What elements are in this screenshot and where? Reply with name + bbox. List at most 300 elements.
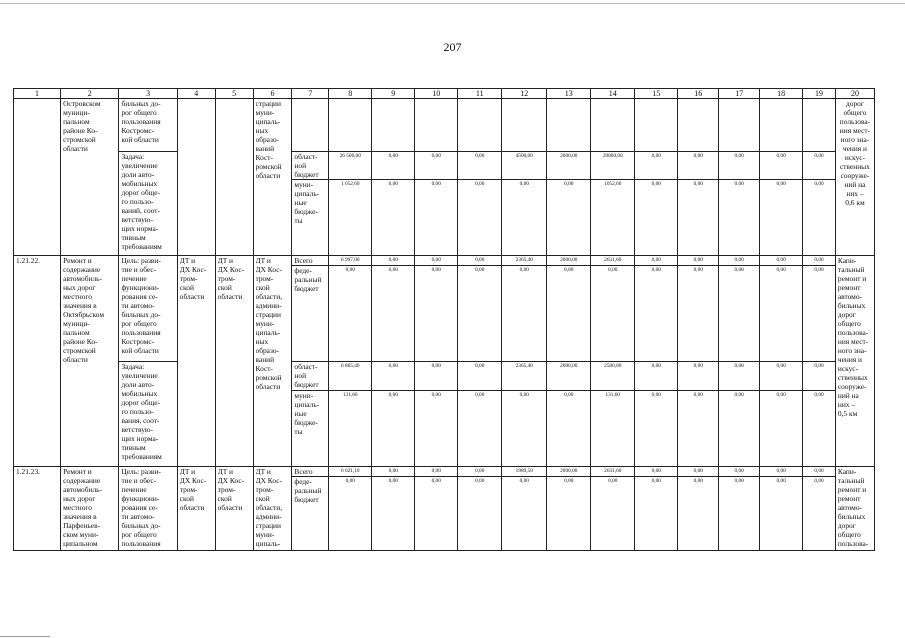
cell-text-line: бюджет	[294, 170, 319, 179]
cell-text-line: ваний	[255, 144, 275, 153]
object-name-cell	[61, 99, 119, 256]
value-cell: 2631,60	[591, 467, 635, 477]
cell-text-line: муници-	[63, 319, 90, 328]
cell-text-line: Октябрьском	[63, 310, 105, 319]
cell-text-line: районе Ко-	[63, 337, 98, 346]
value-cell: 0,00	[329, 477, 372, 551]
cell-text-line: 0,5 км	[837, 409, 858, 418]
value-cell: 0,00	[415, 477, 458, 551]
cell-text-line: чения и	[842, 144, 867, 153]
value-cell: 6 621,10	[329, 467, 372, 477]
cell-text-line: ципаль-	[294, 189, 320, 198]
cell-text-line: дорог	[837, 310, 856, 319]
col-header: 4	[177, 89, 215, 99]
cell-text-line: Всего	[294, 256, 313, 265]
cell-text-line: автомо-	[837, 503, 862, 512]
value-cell: 0,00	[719, 152, 760, 180]
cell-text-line: област-	[294, 152, 318, 161]
cell-text-line: бюджет	[294, 380, 319, 389]
value-cell: 0,00	[415, 266, 458, 362]
cell-text-line: области	[63, 144, 88, 153]
cell-text-line: ного зна-	[840, 135, 870, 144]
value-cell: 2500,00	[591, 362, 635, 391]
value-cell: 0,00	[678, 180, 719, 256]
cell-text-line: тальный	[837, 476, 865, 485]
source-cell	[292, 180, 329, 256]
cell-text-line: Кост-	[255, 364, 273, 373]
cell-text-line: феде-	[294, 266, 312, 275]
cell-text-line: Капи-	[837, 467, 857, 476]
cell-text-line: бильных	[837, 301, 866, 310]
col-header: 20	[835, 89, 874, 99]
source-cell	[292, 362, 329, 391]
value-cell: 0,00	[803, 256, 836, 266]
cell-text-line: доли авто-	[121, 380, 155, 389]
value-cell: 0,00	[678, 362, 719, 391]
cell-text-line: бюдже-	[294, 418, 318, 427]
cell-text-line: тивным	[121, 233, 146, 242]
cell-text-line: бюджет	[294, 495, 319, 504]
cell-text-line: ДТ и	[255, 256, 271, 265]
value-cell: 0,00	[719, 477, 760, 551]
cell-text-line: рог общего	[121, 319, 157, 328]
value-cell: 2000,00	[547, 362, 591, 391]
cell-text-line: ремонт	[837, 283, 861, 292]
col-header: 18	[760, 89, 803, 99]
cell-text-line: ской	[217, 283, 232, 292]
cell-text-line: значения в	[63, 301, 97, 310]
col-header: 6	[253, 89, 292, 99]
value-cell: 0,00	[591, 266, 635, 362]
cell-text-line: тие и обес-	[121, 265, 157, 274]
source-cell	[292, 152, 329, 180]
value-cell: 0,00	[458, 256, 502, 266]
value-cell: 0,00	[760, 477, 803, 551]
result-cell	[835, 256, 874, 467]
cell-text-line: ской	[255, 494, 270, 503]
table-row	[14, 362, 875, 391]
source-cell	[292, 266, 329, 362]
value-cell: 0,00	[760, 256, 803, 266]
value-cell: 0,00	[678, 256, 719, 266]
cell-text-line: Костромс-	[121, 126, 155, 135]
cell-text-line: Ремонт и	[63, 467, 92, 476]
value-cell: 0,00	[372, 152, 415, 180]
cell-text-line: област-	[294, 362, 318, 371]
value-cell: 0,00	[760, 180, 803, 256]
cell-text-line: ском муни-	[63, 530, 99, 539]
executor-cell	[215, 467, 253, 551]
cell-text-line: муници-	[63, 108, 90, 117]
cell-text-line: ственных	[837, 373, 868, 382]
value-cell: 0,00	[458, 362, 502, 391]
value-cell: 0,00	[803, 391, 836, 467]
cell-text-line: ремонт	[837, 494, 861, 503]
value-cell: 0,00	[760, 467, 803, 477]
cell-text-line: ципальном	[63, 539, 98, 548]
value-cell: 26 500,00	[329, 152, 372, 180]
program-table	[13, 88, 875, 551]
cell-text-line: тром-	[179, 485, 198, 494]
cell-text-line: требованиям	[121, 242, 162, 251]
col-header: 11	[458, 89, 502, 99]
value-cell: 0,00	[415, 467, 458, 477]
cell-text-line: ДХ Кос-	[217, 265, 245, 274]
cell-text-line: страции	[255, 310, 281, 319]
cell-text-line: сооруже-	[840, 171, 870, 180]
col-header: 7	[292, 89, 329, 99]
table-row	[14, 467, 875, 477]
value-cell: 0,00	[803, 152, 836, 180]
value-cell: 0,00	[719, 391, 760, 467]
value-cell: 20000,00	[591, 152, 635, 180]
value-cell: 0,00	[502, 180, 547, 256]
value-cell: 0,00	[678, 467, 719, 477]
cell-text-line: ные	[294, 409, 307, 418]
cell-text-line: тром-	[179, 274, 198, 283]
value-cell: 0,00	[678, 477, 719, 551]
cell-text-line: бюджет	[294, 284, 319, 293]
value-cell: 0,00	[372, 362, 415, 391]
cell-text-line: пользова-	[837, 328, 869, 337]
executor-cell	[177, 256, 215, 467]
cell-text-line: ромской	[255, 162, 282, 171]
cell-text-line: требованиям	[121, 452, 162, 461]
cell-text-line: увеличение	[121, 371, 158, 380]
cell-text-line: ваний, соот-	[121, 206, 160, 215]
coexecutor-cell	[253, 467, 292, 551]
cell-text-line: ветствую-	[121, 215, 153, 224]
source-cell	[292, 467, 329, 477]
source-cell	[292, 477, 329, 551]
cell-text-line: образо-	[255, 135, 279, 144]
value-cell: 1 052,60	[329, 180, 372, 256]
cell-text-line: общего	[837, 530, 861, 539]
value-cell: 0,00	[760, 391, 803, 467]
value-cell: 0,00	[547, 266, 591, 362]
cell-text-line: стромской	[63, 346, 96, 355]
source-cell	[292, 99, 329, 152]
cell-text-line: пользова-	[837, 539, 869, 548]
executor-cell	[177, 467, 215, 551]
cell-text-line: Островском	[63, 99, 101, 108]
col-header: 19	[803, 89, 836, 99]
value-cell: 0,00	[458, 266, 502, 362]
cell-text-line: бильных до-	[121, 521, 161, 530]
cell-text-line: админи-	[255, 301, 282, 310]
col-header: 10	[415, 89, 458, 99]
cell-text-line: районе Ко-	[63, 126, 98, 135]
cell-text-line: муни-	[255, 108, 275, 117]
cell-text-line: местного	[63, 292, 92, 301]
object-name-cell	[61, 467, 119, 551]
cell-text-line: автомобиль-	[63, 485, 102, 494]
value-cell: 0,00	[502, 391, 547, 467]
cell-text-line: тивным	[121, 443, 146, 452]
value-cell: 0,00	[458, 477, 502, 551]
table-row	[14, 256, 875, 266]
cell-text-line: области,	[255, 503, 283, 512]
cell-text-line: ДТ и	[217, 467, 234, 476]
cell-text-line: пальном	[63, 328, 90, 337]
value-cell: 1989,50	[502, 467, 547, 477]
cell-text-line: 0,6 км	[845, 198, 865, 207]
value-cell: 0,00	[415, 362, 458, 391]
value-cell: 0,00	[803, 180, 836, 256]
cell-text-line: ципаль-	[255, 117, 281, 126]
value-cell: 0,00	[635, 477, 678, 551]
cell-text-line: Ремонт и	[63, 256, 92, 265]
cell-text-line: области,	[255, 292, 283, 301]
cell-text-line: ремонт и	[837, 274, 867, 283]
cell-text-line: страции	[255, 521, 281, 530]
value-cell: 4500,00	[502, 152, 547, 180]
cell-text-line: ремонт и	[837, 485, 867, 494]
value-cell: 6 997,00	[329, 256, 372, 266]
value-cell: 0,00	[635, 266, 678, 362]
goal-cell	[119, 467, 177, 551]
cell-text-line: пользования	[121, 328, 161, 337]
cell-text-line: области	[255, 171, 281, 180]
cell-text-line: ской	[255, 283, 270, 292]
coexecutor-cell	[253, 99, 292, 256]
value-cell: 0,00	[372, 467, 415, 477]
cell-text-line: Костромс-	[121, 337, 155, 346]
value-cell: 2000,00	[547, 152, 591, 180]
cell-text-line: увеличение	[121, 161, 158, 170]
value-cell: 6 865,40	[329, 362, 372, 391]
cell-text-line: образо-	[255, 346, 279, 355]
cell-text-line: Капи-	[837, 256, 857, 265]
cell-text-line: ния мест-	[839, 126, 871, 135]
cell-text-line: пользова-	[839, 117, 871, 126]
cell-text-line: Парфеньев-	[63, 521, 101, 530]
value-cell: 0,00	[635, 180, 678, 256]
cell-text-line: ципаль-	[255, 539, 281, 548]
value-cell: 131,60	[591, 391, 635, 467]
cell-text-line: автомо-	[837, 292, 862, 301]
cell-text-line: них –	[837, 400, 856, 409]
row-id-cell: 1.21.23.	[14, 467, 61, 551]
cell-text-line: содержание	[63, 265, 101, 274]
cell-text-line: тром-	[255, 485, 274, 494]
cell-text-line: содержание	[63, 476, 101, 485]
source-cell	[292, 391, 329, 467]
cell-text-line: ных дорог	[63, 494, 96, 503]
cell-text-line: тром-	[255, 274, 274, 283]
cell-text-line: дорог	[837, 521, 856, 530]
executor-cell	[177, 99, 215, 256]
cell-text-line: тие и обес-	[121, 476, 157, 485]
cell-text-line: щих норма-	[121, 224, 159, 233]
cell-text-line: тальный	[837, 265, 865, 274]
cell-text-line: ветствую-	[121, 425, 153, 434]
value-cell: 2000,00	[547, 467, 591, 477]
cell-text-line: ральный	[294, 275, 322, 284]
value-cell: 0,00	[803, 266, 836, 362]
goal-cell	[119, 256, 177, 362]
cell-text-line: ДТ и	[217, 256, 234, 265]
cell-text-line: ной	[294, 161, 307, 170]
value-cell: 0,00	[719, 362, 760, 391]
cell-text-line: Цель: разви-	[121, 467, 161, 476]
value-cell: 0,00	[760, 266, 803, 362]
value-cell: 0,00	[678, 266, 719, 362]
value-cell: 0,00	[372, 256, 415, 266]
cell-text-line: ДХ Кос-	[179, 476, 207, 485]
cell-text-line: муни-	[255, 530, 275, 539]
cell-text-line: общего	[843, 108, 867, 117]
value-cell: 0,00	[678, 391, 719, 467]
cell-text-line: дорог	[846, 99, 864, 108]
cell-text-line: ДТ и	[179, 467, 196, 476]
cell-text-line: Задача:	[121, 362, 145, 371]
cell-text-line: ты	[294, 427, 303, 436]
cell-text-line: пользования	[121, 117, 161, 126]
cell-text-line: ципаль-	[255, 328, 281, 337]
cell-text-line: области	[179, 292, 205, 301]
value-cell: 0,00	[547, 477, 591, 551]
value-cell: 0,00	[415, 152, 458, 180]
cell-text-line: го пользо-	[121, 407, 154, 416]
cell-text-line: муни-	[294, 391, 314, 400]
value-cell: 131,60	[329, 391, 372, 467]
cell-text-line: Кост-	[255, 153, 273, 162]
coexecutor-cell	[253, 256, 292, 467]
cell-text-line: рог общего	[121, 108, 157, 117]
result-cell	[835, 467, 874, 551]
cell-text-line: бюдже-	[294, 207, 318, 216]
cell-text-line: дорог обще-	[121, 188, 161, 197]
value-cell: 1052,60	[591, 180, 635, 256]
cell-text-line: Всего	[294, 467, 313, 476]
value-cell: 0,00	[591, 477, 635, 551]
value-cell: 0,00	[719, 266, 760, 362]
cell-text-line: автомобиль-	[63, 274, 102, 283]
col-header: 5	[215, 89, 253, 99]
value-cell: 2365,40	[502, 362, 547, 391]
value-cell: 0,00	[635, 152, 678, 180]
row-id-cell: 1.21.22.	[14, 256, 61, 467]
executor-cell	[215, 256, 253, 467]
cell-text-line: кой области	[121, 135, 159, 144]
value-cell: 0,00	[415, 391, 458, 467]
cell-text-line: кой области	[121, 346, 159, 355]
cell-text-line: феде-	[294, 477, 312, 486]
cell-text-line: функциони-	[121, 494, 160, 503]
cell-text-line: области	[217, 292, 243, 301]
cell-text-line: значения в	[63, 512, 97, 521]
task-cell	[119, 362, 177, 467]
cell-text-line: ний на	[844, 180, 866, 189]
cell-text-line: ного зна-	[837, 346, 867, 355]
cell-text-line: пальном	[63, 117, 90, 126]
col-header: 15	[635, 89, 678, 99]
cell-text-line: пользования	[121, 539, 161, 548]
cell-text-line: Задача:	[121, 152, 145, 161]
value-cell: 0,00	[415, 180, 458, 256]
cell-text-line: ДТ и	[179, 256, 196, 265]
cell-text-line: стромской	[63, 135, 96, 144]
col-header: 14	[591, 89, 635, 99]
col-header: 9	[372, 89, 415, 99]
cell-text-line: ты	[294, 216, 303, 225]
cell-text-line: печение	[121, 274, 147, 283]
cell-text-line: чения и	[837, 355, 863, 364]
value-cell: 2631,60	[591, 256, 635, 266]
table-row	[14, 99, 875, 152]
cell-text-line: ных	[255, 337, 269, 346]
value-cell: 0,00	[719, 467, 760, 477]
value-cell: 0,00	[329, 266, 372, 362]
cell-text-line: сооруже-	[837, 382, 867, 391]
cell-text-line: искус-	[844, 153, 866, 162]
cell-text-line: ных дорог	[63, 283, 96, 292]
cell-text-line: функциони-	[121, 283, 160, 292]
cell-text-line: искус-	[837, 364, 859, 373]
cell-text-line: ской	[179, 283, 194, 292]
cell-text-line: страции	[255, 99, 281, 108]
col-header: 12	[502, 89, 547, 99]
cell-text-line: них –	[846, 189, 864, 198]
task-cell	[119, 152, 177, 256]
col-header: 8	[329, 89, 372, 99]
col-header: 1	[14, 89, 61, 99]
cell-text-line: щих норма-	[121, 434, 159, 443]
column-number-row	[14, 89, 875, 99]
source-cell	[292, 256, 329, 266]
cell-text-line: го пользо-	[121, 197, 154, 206]
cell-text-line: рования се-	[121, 503, 158, 512]
cell-text-line: местного	[63, 503, 92, 512]
col-header: 13	[547, 89, 591, 99]
value-cell: 0,00	[458, 152, 502, 180]
cell-text-line: общего	[837, 319, 861, 328]
cell-text-line: дорог обще-	[121, 398, 161, 407]
cell-text-line: Цель: разви-	[121, 256, 161, 265]
cell-text-line: бильных до-	[121, 310, 161, 319]
value-cell: 2365,40	[502, 256, 547, 266]
cell-text-line: бильных до-	[121, 99, 161, 108]
cell-text-line: ных	[255, 126, 269, 135]
value-cell: 0,00	[502, 266, 547, 362]
value-cell: 0,00	[803, 362, 836, 391]
cell-text-line: ния мест-	[837, 337, 869, 346]
value-cell: 0,00	[760, 152, 803, 180]
value-cell: 0,00	[372, 266, 415, 362]
cell-text-line: рог общего	[121, 530, 157, 539]
goal-cell	[119, 99, 177, 152]
cell-text-line: мобильных	[121, 179, 158, 188]
value-cell: 0,00	[635, 467, 678, 477]
result-cell	[835, 99, 874, 256]
value-cell: 0,00	[372, 391, 415, 467]
cell-text-line: ДХ Кос-	[179, 265, 207, 274]
cell-text-line: ные	[294, 198, 307, 207]
top-rule	[0, 3, 905, 4]
cell-text-line: ДТ и	[255, 467, 271, 476]
cell-text-line: ДХ Кос-	[255, 476, 282, 485]
executor-cell	[215, 99, 253, 256]
value-cell: 0,00	[803, 467, 836, 477]
cell-text-line: ральный	[294, 486, 322, 495]
cell-text-line: тром-	[217, 485, 236, 494]
cell-text-line: ти автомо-	[121, 512, 155, 521]
cell-text-line: области	[179, 503, 205, 512]
value-cell: 0,00	[372, 180, 415, 256]
value-cell: 0,00	[635, 256, 678, 266]
cell-text-line: ромской	[255, 373, 282, 382]
